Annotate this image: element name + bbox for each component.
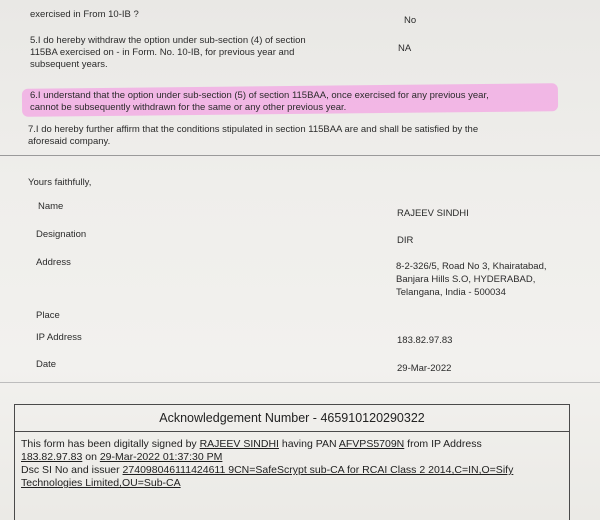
closing: Yours faithfully,: [28, 177, 92, 188]
sig-text-2: having PAN: [278, 438, 339, 450]
item-5-line-1: 5.I do hereby withdraw the option under sub-section (4) of section: [30, 35, 306, 46]
address-line-3: Telangana, India - 500034: [396, 287, 506, 298]
ip-value: 183.82.97.83: [397, 335, 453, 346]
section-divider: [0, 155, 600, 156]
signed-datetime: 29-Mar-2022 01:37:30 PM: [99, 451, 223, 463]
dsc-details: 274098046111424611 9CN=SafeScrypt sub-CA for RCAI Class 2 2014,C=IN,O=Sify: [122, 464, 514, 476]
exercised-question: exercised in From 10-IB ?: [30, 9, 139, 20]
designation-value: DIR: [397, 235, 414, 246]
item-7-line-2: aforesaid company.: [28, 136, 111, 147]
name-label: Name: [38, 201, 64, 212]
item-6-line-1: 6.I understand that the option under sub-section (5) of section 115BAA, once exercised for any previous year,: [30, 90, 489, 101]
signer-ip: 183.82.97.83: [21, 451, 83, 463]
item-5-line-3: subsequent years.: [30, 59, 108, 70]
address-line-2: Banjara Hills S.O, HYDERABAD,: [396, 274, 536, 285]
acknowledgement-title: Acknowledgement Number - 465910120290322: [15, 405, 569, 432]
sig-text-3: from IP Address: [404, 438, 482, 450]
sig-text-4: on: [82, 451, 100, 463]
dsc-details-cont: Technologies Limited,OU=Sub-CA: [21, 477, 181, 489]
signature-divider: [0, 382, 600, 383]
item-5-line-2: 115BA exercised on - in Form. No. 10-IB, for previous year and: [30, 47, 295, 58]
item-7-line-1: 7.I do hereby further affirm that the conditions stipulated in section 115BAA are and shall be satisfied by the: [28, 124, 479, 135]
ip-label: IP Address: [36, 332, 82, 343]
place-label: Place: [36, 310, 60, 321]
address-label: Address: [36, 257, 71, 268]
designation-label: Designation: [36, 229, 87, 240]
date-label: Date: [36, 359, 57, 370]
item-6-line-2: cannot be subsequently withdrawn for the same or any other previous year.: [30, 102, 347, 113]
exercised-answer: No: [404, 15, 417, 26]
date-value: 29-Mar-2022: [397, 363, 452, 374]
sig-text-1: This form has been digitally signed by: [21, 438, 200, 450]
acknowledgement-box: [14, 404, 570, 520]
signer-pan: AFVPS5709N: [338, 438, 405, 450]
address-line-1: 8-2-326/5, Road No 3, Khairatabad,: [396, 261, 547, 272]
sig-text-5: Dsc SI No and issuer: [21, 464, 123, 476]
digital-signature-text: [21, 438, 561, 490]
item-5-value: NA: [398, 43, 412, 54]
name-value: RAJEEV SINDHI: [397, 208, 469, 219]
signer-name: RAJEEV SINDHI: [199, 438, 279, 450]
